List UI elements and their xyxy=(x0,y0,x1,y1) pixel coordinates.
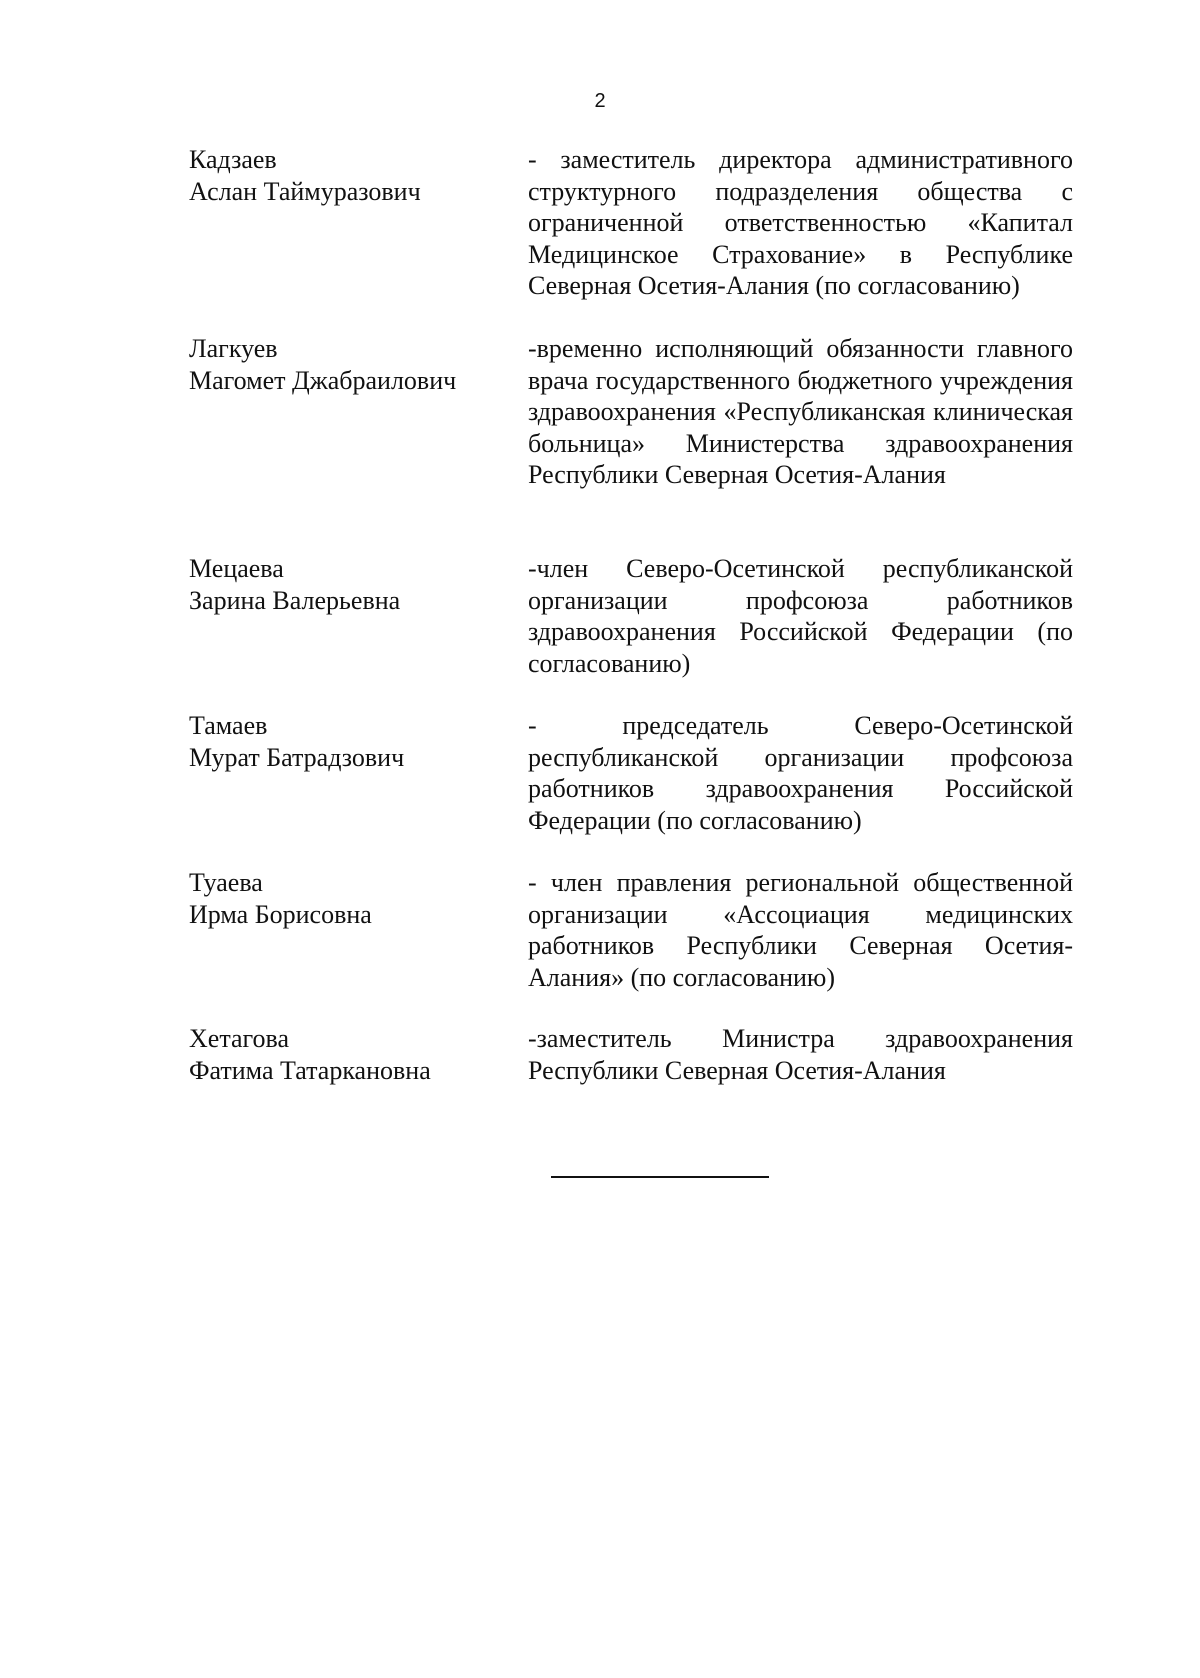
member-name xyxy=(189,710,509,774)
member-role: -заместитель Министра здравоохранения Республики Северная Осетия-Алания xyxy=(528,1024,1073,1085)
member-surname: Туаева xyxy=(189,868,263,897)
member-role: - член правления региональной общественной организации «Ассоциация медицинских работников Республики Северная Осетия-Алания» (по согласованию) xyxy=(528,868,1073,992)
member-surname: Хетагова xyxy=(189,1024,290,1053)
member-surname: Тамаев xyxy=(189,711,268,740)
member-given-names: Магомет Джабраилович xyxy=(189,366,457,395)
member-role: - заместитель директора административного структурного подразделения общества с ограниченной ответственностью «Капитал Медицинское Страхование» в Республике Северная Осетия-Алания (по согласованию) xyxy=(528,145,1073,301)
member-name xyxy=(189,867,509,931)
member-name xyxy=(189,333,509,397)
member-surname: Кадзаев xyxy=(189,145,277,174)
member-given-names: Мурат Батрадзович xyxy=(189,743,405,772)
member-role: -член Северо-Осетинской республиканской организации профсоюза работников здравоохранения Российской Федерации (по согласованию) xyxy=(528,554,1073,678)
member-surname: Лагкуев xyxy=(189,334,278,363)
member-role: -временно исполняющий обязанности главного врача государственного бюджетного учреждения здравоохранения «Республиканская клиническая больница» Министерства здравоохранения Республики Северная Осетия-Алания xyxy=(528,334,1073,490)
member-given-names: Зарина Валерьевна xyxy=(189,586,401,615)
page-number: 2 xyxy=(594,90,606,112)
member-name xyxy=(189,553,509,617)
member-given-names: Аслан Таймуразович xyxy=(189,177,421,206)
member-given-names: Фатима Татаркановна xyxy=(189,1056,431,1085)
member-name xyxy=(189,1023,509,1087)
closing-rule xyxy=(551,1176,769,1178)
member-name xyxy=(189,144,509,208)
member-given-names: Ирма Борисовна xyxy=(189,900,372,929)
member-role: - председатель Северо-Осетинской республиканской организации профсоюза работников здравоохранения Российской Федерации (по согласованию) xyxy=(528,711,1073,835)
member-surname: Мецаева xyxy=(189,554,284,583)
